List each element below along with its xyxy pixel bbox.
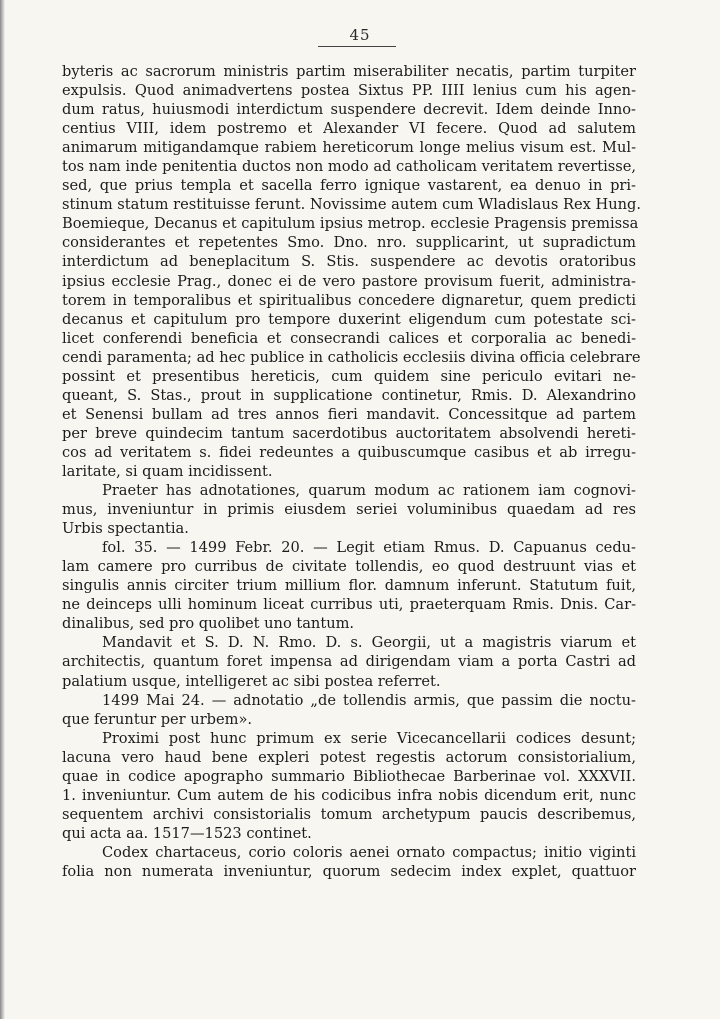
text-line: possint et presentibus hereticis, cum quidem sine periculo evitari ne-: [62, 367, 636, 385]
text-line: torem in temporalibus et spiritualibus concedere dignaretur, quem predicti: [62, 291, 636, 309]
text-line: sequentem archivi consistorialis tomum archetypum paucis describemus,: [62, 805, 636, 823]
text-line: cendi paramenta; ad hec publice in catholicis ecclesiis divina officia celebrare: [62, 348, 641, 366]
text-line: fol. 35. — 1499 Febr. 20. — Legit etiam Rmus. D. Capuanus cedu-: [102, 539, 636, 557]
text-line: ne deinceps ulli hominum liceat curribus uti, praeterquam Rmis. Dnis. Car-: [62, 596, 636, 614]
text-line: per breve quindecim tantum sacerdotibus auctoritatem absolvendi hereti-: [62, 424, 636, 442]
text-line: dinalibus, sed pro quolibet uno tantum.: [62, 615, 355, 633]
page-number: 45: [349, 26, 371, 44]
text-line: Mandavit et S. D. N. Rmo. D. s. Georgii, ut a magistris viarum et: [102, 634, 636, 652]
text-line: et Senensi bullam ad tres annos fieri mandavit. Concessitque ad partem: [62, 405, 636, 423]
text-line: interdictum ad beneplacitum S. Stis. suspendere ac devotis oratoribus: [62, 253, 636, 271]
scan-edge: [0, 0, 5, 1019]
text-line: queant, S. Stas., prout in supplicatione continetur, Rmis. D. Alexandrino: [62, 386, 636, 404]
text-line: centius VIII, idem postremo et Alexander VI fecere. Quod ad salutem: [62, 120, 636, 138]
text-line: animarum mitigandamque rabiem hereticorum longe melius visum est. Mul-: [62, 139, 636, 157]
text-line: ipsius ecclesie Prag., donec ei de vero pastore provisum fuerit, administra-: [62, 272, 636, 290]
text-line: lacuna vero haud bene expleri potest regestis actorum consistorialium,: [62, 748, 636, 766]
text-line: Codex chartaceus, corio coloris aenei ornato compactus; initio viginti: [102, 843, 636, 861]
text-line: Boemieque, Decanus et capitulum ipsius metrop. ecclesie Pragensis premissa: [62, 215, 639, 233]
text-line: decanus et capitulum pro tempore duxerint eligendum cum potestate sci-: [62, 310, 636, 328]
text-line: Urbis spectantia.: [62, 520, 189, 538]
text-line: palatium usque, intelligeret ac sibi postea referret.: [62, 672, 441, 690]
text-line: que feruntur per urbem».: [62, 710, 253, 728]
text-line: quae in codice apographo summario Bibliothecae Barberinae vol. XXXVII.: [62, 767, 636, 785]
text-line: licet conferendi beneficia et consecrandi calices et corporalia ac benedi-: [62, 329, 636, 347]
text-line: byteris ac sacrorum ministris partim miserabiliter necatis, partim turpiter: [62, 63, 636, 80]
text-line: sed, que prius templa et sacella ferro ignique vastarent, ea denuo in pri-: [62, 177, 636, 195]
text-line: Praeter has adnotationes, quarum modum ac rationem iam cognovi-: [102, 482, 636, 500]
text-line: considerantes et repetentes Smo. Dno. nro. supplicarint, ut supradictum: [62, 234, 636, 252]
text-line: dum ratus, huiusmodi interdictum suspendere decrevit. Idem deinde Inno-: [62, 101, 636, 119]
text-line: Proximi post hunc primum ex serie Vicecancellarii codices desunt;: [102, 729, 636, 747]
text-line: laritate, si quam incidissent.: [62, 462, 273, 480]
text-line: expulsis. Quod animadvertens postea Sixtus PP. IIII lenius cum his agen-: [62, 82, 636, 100]
text-line: lam camere pro curribus de civitate tollendis, eo quod destruunt vias et: [62, 558, 636, 576]
text-line: 1499 Mai 24. — adnotatio „de tollendis armis, que passim die noctu-: [102, 691, 636, 709]
text-line: cos ad veritatem s. fidei redeuntes a quibuscumque casibus et ab irregu-: [62, 443, 636, 461]
text-line: folia non numerata inveniuntur, quorum sedecim index explet, quattuor: [62, 862, 636, 880]
text-line: 1. inveniuntur. Cum autem de his codicibus infra nobis dicendum erit, nunc: [62, 786, 636, 804]
text-line: architectis, quantum foret impensa ad dirigendam viam a porta Castri ad: [62, 653, 636, 671]
text-line: mus, inveniuntur in primis eiusdem seriei voluminibus quaedam ad res: [62, 501, 636, 519]
body-text: [62, 62, 641, 881]
text-line: qui acta aa. 1517—1523 continet.: [62, 824, 312, 842]
text-line: stinum statum restituisse ferunt. Novissime autem cum Wladislaus Rex Hung.: [62, 196, 641, 214]
text-line: singulis annis circiter trium millium flor. damnum inferunt. Statutum fuit,: [62, 577, 636, 595]
page-number-rule: [318, 46, 396, 47]
text-line: tos nam inde penitentia ductos non modo ad catholicam veritatem revertisse,: [62, 158, 636, 176]
